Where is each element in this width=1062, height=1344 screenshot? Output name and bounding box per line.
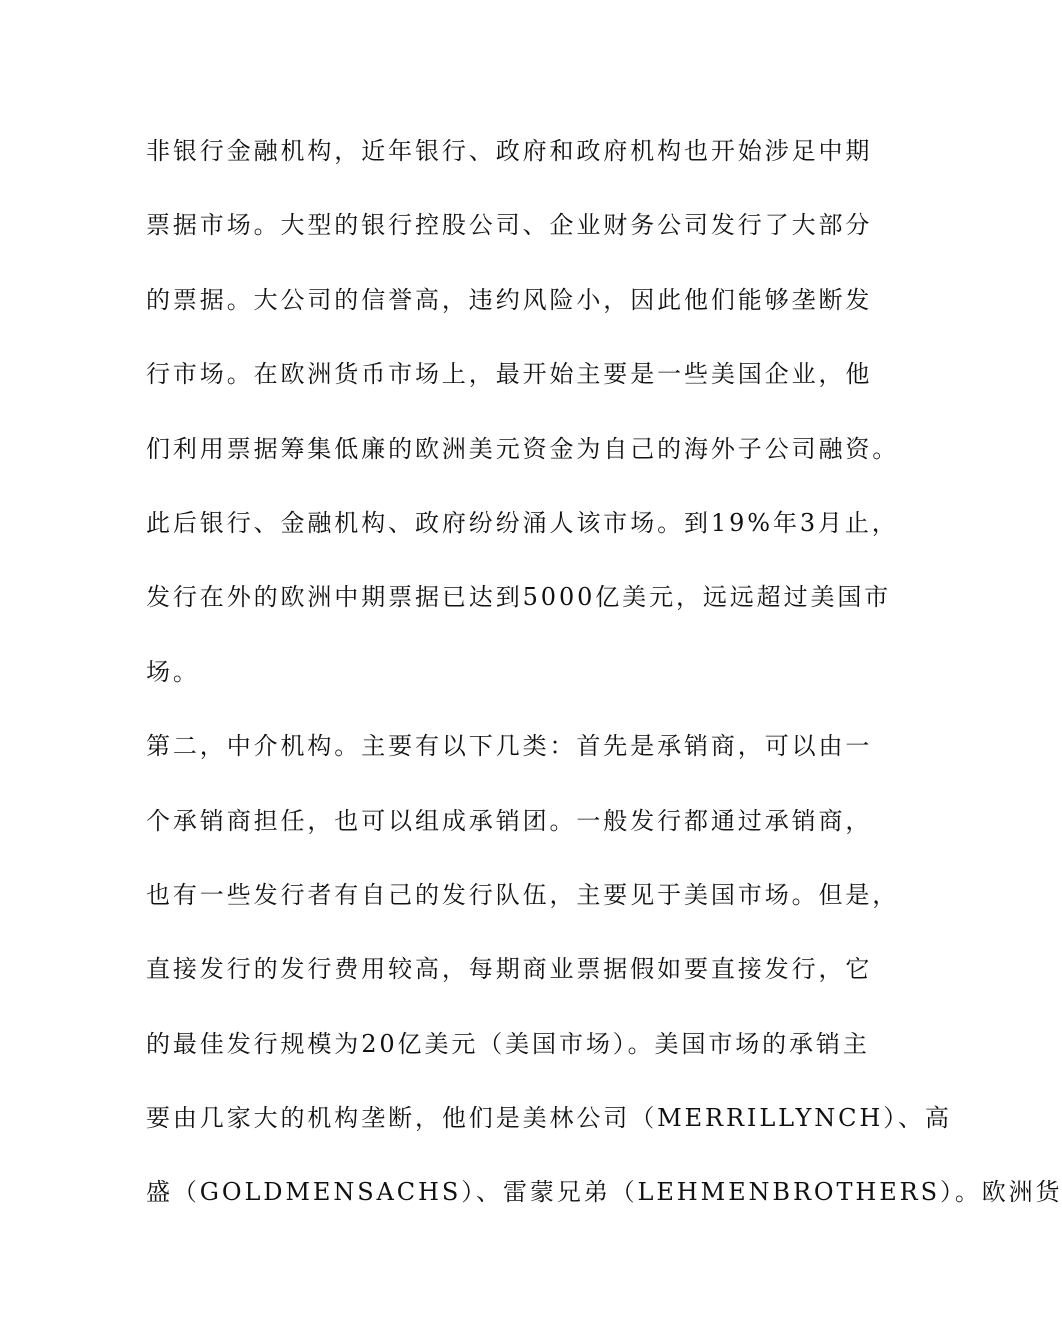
text-line: 发行在外的欧洲中期票据已达到5000亿美元，远远超过美国市 [146,583,892,612]
text-line: 们利用票据筹集低廉的欧洲美元资金为自己的海外子公司融资。 [146,434,900,463]
text-line: 要由几家大的机构垄断，他们是美林公司（MERRILLYNCH）、高 [146,1104,952,1133]
text-line: 非银行金融机构，近年银行、政府和政府机构也开始涉足中期 [146,137,873,165]
text-line: 直接发行的发行费用较高，每期商业票据假如要直接发行，它 [146,955,873,984]
text-line: 也有一些发行者有自己的发行队伍，主要见于美国市场。但是， [146,880,900,909]
text-line: 行市场。在欧洲货币市场上，最开始主要是一些美国企业，他 [146,360,873,389]
text-line: 个承销商担任，也可以组成承销团。一般发行都通过承销商， [146,806,873,835]
text-line: 票据市场。大型的银行控股公司、企业财务公司发行了大部分 [146,211,873,240]
text-line: 盛（GOLDMENSACHS）、雷蒙兄弟（LEHMENBROTHERS）。欧洲货 [146,1178,1062,1207]
text-line: 场。 [146,657,200,686]
text-line: 第二，中介机构。主要有以下几类：首先是承销商，可以由一 [146,732,873,761]
text-line: 的最佳发行规模为20亿美元（美国市场）。美国市场的承销主 [146,1029,870,1058]
body-text [146,131,1062,1247]
text-line: 的票据。大公司的信誉高，违约风险小，因此他们能够垄断发 [146,285,873,314]
text-line: 此后银行、金融机构、政府纷纷涌人该市场。到19%年3月止， [146,508,899,537]
